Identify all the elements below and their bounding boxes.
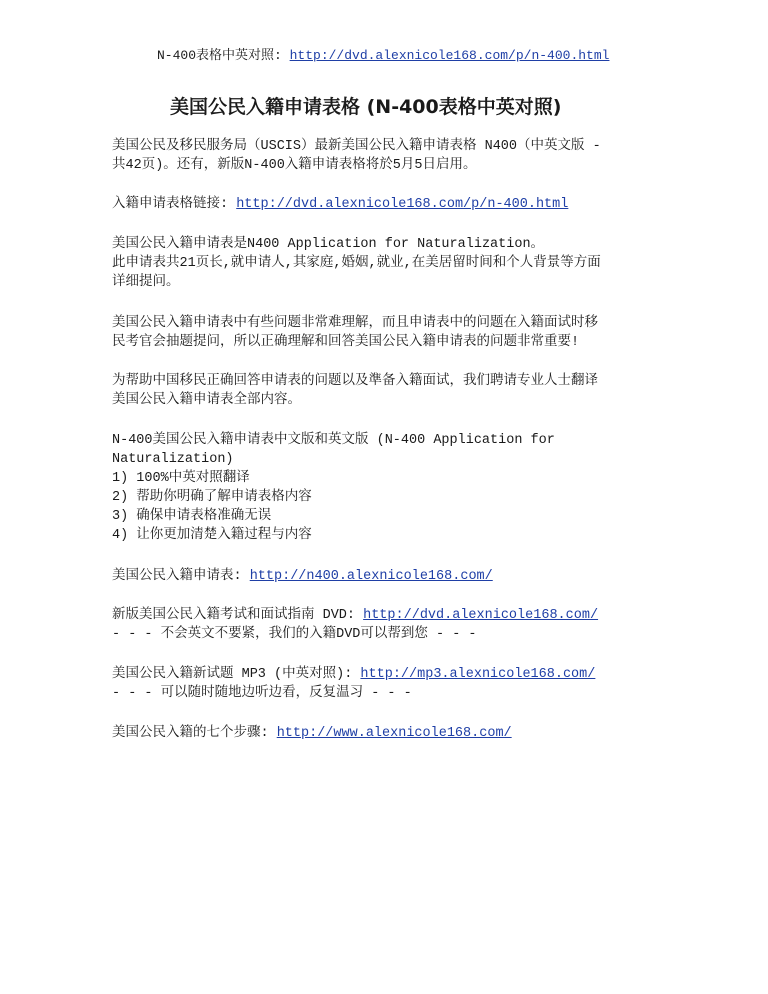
intro-line-1: 美国公民及移民服务局（USCIS）最新美国公民入籍申请表格 N400（中英文版 -: [112, 139, 601, 154]
description-line-2: 此申请表共21页长,就申请人,其家庭,婚姻,就业,在美居留时间和个人背景等方面: [112, 256, 601, 271]
application-link[interactable]: http://n400.alexnicole168.com/: [249, 569, 493, 584]
description-line-3: 详细提问。: [112, 275, 180, 290]
header-link[interactable]: http://dvd.alexnicole168.com/p/n-400.html: [289, 48, 610, 63]
list-item: 1) 100%中英对照翻译: [112, 471, 250, 486]
translation-paragraph: [112, 372, 668, 410]
difficulty-paragraph: [112, 314, 668, 352]
description-paragraph: [112, 235, 668, 292]
dvd-link[interactable]: http://dvd.alexnicole168.com/: [363, 608, 599, 623]
dvd-link-label: 新版美国公民入籍考试和面试指南 DVD:: [112, 608, 364, 623]
header-label: N-400表格中英对照:: [157, 48, 290, 63]
list-item: 3) 确保申请表格准确无误: [112, 509, 272, 524]
form-link-label: 入籍申请表格链接:: [112, 197, 237, 212]
translation-line-1: 为帮助中国移民正确回答申请表的问题以及準备入籍面试，我们聘请专业人士翻译: [112, 374, 598, 389]
difficulty-line-2: 民考官会抽题提问，所以正确理解和回答美国公民入籍申请表的问题非常重要!: [112, 335, 580, 350]
description-line-1: 美国公民入籍申请表是N400 Application for Naturalization。: [112, 237, 545, 252]
list-item: 2) 帮助你明确了解申请表格内容: [112, 490, 312, 505]
features-line-2: Naturalization): [112, 452, 234, 467]
page-header: [157, 44, 609, 63]
mp3-paragraph: [112, 665, 668, 703]
steps-paragraph: [112, 724, 668, 743]
difficulty-line-1: 美国公民入籍申请表中有些问题非常难理解，而且申请表中的问题在入籍面试时移: [112, 316, 598, 331]
translation-line-2: 美国公民入籍申请表全部内容。: [112, 393, 301, 408]
intro-paragraph: [112, 137, 668, 175]
dvd-tagline: - - - 不会英文不要紧，我们的入籍DVD可以帮到您 - - -: [112, 627, 477, 642]
steps-link[interactable]: http://www.alexnicole168.com/: [276, 726, 512, 741]
mp3-tagline: - - - 可以随时随地边听边看，反复温习 - - -: [112, 686, 412, 701]
application-link-paragraph: [112, 567, 668, 586]
features-line-1: N-400美国公民入籍申请表中文版和英文版 (N-400 Application for: [112, 433, 555, 448]
mp3-link-label: 美国公民入籍新试题 MP3 (中英对照):: [112, 667, 361, 682]
application-link-label: 美国公民入籍申请表:: [112, 569, 250, 584]
features-paragraph: [112, 431, 668, 545]
dvd-paragraph: [112, 606, 668, 644]
form-link-paragraph: [112, 195, 668, 214]
form-link[interactable]: http://dvd.alexnicole168.com/p/n-400.html: [236, 197, 569, 212]
intro-line-2: 共42页)。还有，新版N-400入籍申请表格将於5月5日启用。: [112, 158, 477, 173]
document-title: 美国公民入籍申请表格 (N-400表格中英对照): [170, 96, 562, 118]
steps-link-label: 美国公民入籍的七个步骤:: [112, 726, 277, 741]
list-item: 4) 让你更加清楚入籍过程与内容: [112, 528, 312, 543]
mp3-link[interactable]: http://mp3.alexnicole168.com/: [360, 667, 596, 682]
